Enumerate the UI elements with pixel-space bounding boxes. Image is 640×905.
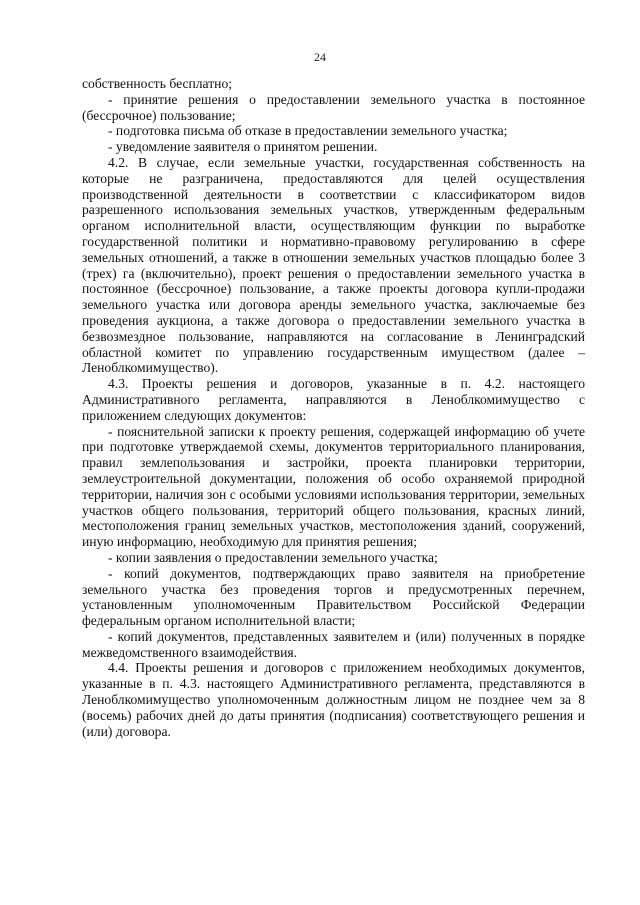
paragraph-4-2: 4.2. В случае, если земельные участки, государственная собственность на которые не разграничена, предоставляются для целей осуществления производственной деятельности в соответствии с классификатором видов разрешенного использования земельных участков, утвержденным федеральным органом исполнительной власти, осуществляющим функции по выработке государственной политики и нормативно-правовому регулированию в сфере земельных отношений, а также в отношении земельных участков площадью более 3 (трех) га (включительно), проект решения о предоставлении земельного участка в постоянное (бессрочное) пользование, а также проекты договора купли-продажи земельного участка или договора аренды земельного участка, заключаемые без проведения аукциона, а также договора о предоставлении земельного участка в безвозмездное пользование, направляются на согласование в Ленинградский областной комитет по управлению государственным имуществом (далее – Леноблкомимущество). (82, 154, 585, 376)
paragraph-4-4: 4.4. Проекты решения и договоров с приложением необходимых документов, указанные в п. 4.3. настоящего Административного регламента, представляются в Леноблкомимущество уполномоченным должностным лицом не позднее чем за 8 (восемь) рабочих дней до даты принятия (подписания) соответствующего решения и (или) договора. (82, 660, 585, 739)
paragraph: собственность бесплатно; (82, 76, 233, 91)
list-item: - копий документов, подтверждающих право заявителя на приобретение земельного участка без проведения торгов и предусмотренных перечнем, установленным уполномоченным Правительством Российской Федерации федеральным органом исполнительной власти; (82, 565, 585, 629)
paragraph-4-3: 4.3. Проекты решения и договоров, указанные в п. 4.2. настоящего Административного регламента, направляются в Леноблкомимущество с приложением следующих документов: (82, 376, 585, 423)
list-item: - принятие решения о предоставлении земельного участка в постоянное (бессрочное) пользование; (82, 91, 585, 123)
list-item: - копии заявления о предоставлении земельного участка; (108, 549, 438, 565)
list-item: - пояснительной записки к проекту решения, содержащей информацию об учете при подготовке утверждаемой схемы, документов территориального планирования, правил землепользования и застройки, проекта планировки территории, землеустроительной документации, положения об особо охраняемой природной территории, наличия зон с особыми условиями использования территории, земельных участков общего пользования, территорий общего пользования, красных линий, местоположения границ земельных участков, местоположения зданий, сооружений, иную информацию, необходимую для принятия решения; (82, 423, 585, 550)
document-body (82, 76, 585, 739)
page-number: 24 (314, 50, 326, 64)
list-item: - уведомление заявителя о принятом решении. (108, 139, 378, 155)
list-item: - подготовка письма об отказе в предоставлении земельного участка; (108, 123, 508, 139)
list-item: - копий документов, представленных заявителем и (или) полученных в порядке межведомственного взаимодействия. (82, 628, 585, 660)
